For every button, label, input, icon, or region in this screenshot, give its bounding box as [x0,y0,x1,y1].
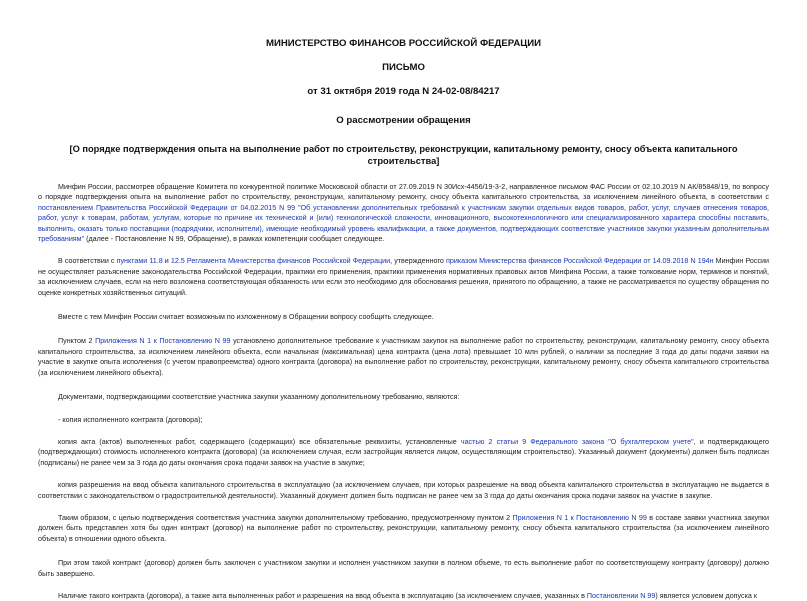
paragraph-text: Пунктом 2 [58,337,96,346]
document-subject: О рассмотрении обращения [336,115,471,126]
paragraph-text: и [162,257,171,266]
paragraph-6: - копия исполненного контракта (договора); [58,415,203,424]
document-topic: [О порядке подтверждения опыта на выполнение работ по строительству, реконструкции, капитальному ремонту, сносу объекта капитального строительства] [69,144,738,166]
paragraph-text: В соответствии с [58,257,117,266]
paragraph-text: копия акта (актов) выполненных работ, содержащего (содержащих) все обязательные реквизиты, установленные [58,437,461,446]
paragraph-2 [38,256,769,298]
paragraph-text: Таким образом, с целью подтверждения соответствия участника закупки дополнительному требованию, предусмотренному пунктом 2 [58,513,513,522]
paragraph-1 [38,182,769,244]
link-zakon-buhuchet[interactable]: частью 2 статьи 9 Федерального закона "О бухгалтерском учете" [460,437,694,446]
paragraph-9 [38,513,769,544]
paragraph-text: , и подтверждающего (подтверждающих) стоимость исполненного контракта (договора) (за исключением случая, если застройщик является лицом, осуществляющим строительство). Указанный документ (документы) должен быть подписан (подписаны) не ранее чем за 3 года до даты окончания срока подачи заявок на участие в закупке; [38,437,769,467]
paragraph-4 [38,336,769,378]
paragraph-11 [38,591,769,601]
link-postanovlenie-99[interactable]: постановлением Правительства Российской Федерации от 04.02.2015 N 99 "Об установлении дополнительных требований к участникам закупки отдельных видов товаров, работ, услуг, случаев отнесения товаров, работ, услуг к товарам, работам, услугам, которые по причине их технической и (или) технологической сложности, инновационного, высокотехнологичного или специализированного характера способны поставить, выполнить, оказать только поставщики (подрядчики, исполнители), имеющие необходимый уровень квалификации, а также документов, подтверждающих соответствие участников закупки указанным дополнительным требованиям" [38,203,769,244]
paragraph-text: в составе заявки участника закупки должен быть представлен хотя бы один контракт (договор) на выполнение работ по строительству, реконструкции, капитальному ремонту, сносу объекта капитального строительства (за исключением линейного объекта) в отношении одного объекта. [38,513,769,543]
paragraph-3: Вместе с тем Минфин России считает возможным по изложенному в Обращении вопросу сообщить следующее. [58,313,434,322]
link-prikaz-194n[interactable]: приказом Министерства финансов Российской Федерации от 14.09.2018 N 194н [446,257,714,266]
paragraph-text: ) является условием допуска к [655,591,757,600]
paragraph-text: Наличие такого контракта (договора), а также акта выполненных работ и разрешения на ввод объекта в эксплуатацию (за исключением случаев, указанных в [58,591,587,600]
paragraph-7 [38,437,769,468]
paragraph-text: (далее - Постановление N 99, Обращение), в рамках компетенции сообщает следующее. [84,235,385,244]
ministry-name: МИНИСТЕРСТВО ФИНАНСОВ РОССИЙСКОЙ ФЕДЕРАЦИИ [265,38,542,49]
paragraph-8: копия разрешения на ввод объекта капитального строительства в эксплуатацию (за исключением случаев, при которых разрешение на ввод объекта капитального строительства в эксплуатацию не выдается в соответствии с законодательством о градостроительной деятельности). Указанный документ должен быть подписан не ранее чем за 3 года до даты окончания срока подачи заявок на участие в закупке. [38,481,769,500]
link-reglament-12-5[interactable]: 12.5 Регламента Министерства финансов Российской Федерации [170,257,391,266]
paragraph-text: установлено дополнительное требование к участникам закупок на выполнение работ по строительству, реконструкции, капитальному ремонту, сносу объекта капитального строительства, за исключением линейного объекта, если начальная (максимальная) цена контракта (цена лота) превышает 10 млн рублей, о наличии за последние 3 года до даты подачи заявки на участие в закупке опыта исполнения (с учетом правопреемства) одного контракта (договора) на выполнение работ по строительству, реконструкции, капитальному ремонту, сносу объекта капитального строительства (за исключением линейного объекта). [38,337,769,377]
paragraph-text: Минфин России не осуществляет разъяснение законодательства Российской Федерации, практики его применения, практики применения нормативных правовых актов Минфина России, а также толкование норм, терминов и понятий, за исключением случаев, если на него возложена соответствующая обязанность или если это необходимо для обоснования решения, принятого по обращению, а также не рассматривается по существу обращения по оценке конкретных хозяйственных ситуаций. [38,257,769,297]
link-prilozhenie-1[interactable]: Приложения N 1 к Постановлению N 99 [512,513,647,522]
link-punkt-11-8[interactable]: пунктами 11.8 [116,257,163,266]
paragraph-text: Минфин России, рассмотрев обращение Комитета по конкурентной политике Московской области от 27.09.2019 N 30Исх-4456/19-3-2, направленное письмом ФАС России от 02.10.2019 N АК/85848/19, по вопросу о порядке подтверждения опыта на выполнение работ по строительству, реконструкции, капитальному ремонту, сносу объекта капитального строительства, за исключением линейного объекта, в соответствии с [38,183,769,202]
paragraph-10: При этом такой контракт (договор) должен быть заключен с участником закупки и исполнен участником закупки в полном объеме, то есть выполнение работ по соответствующему контракту (договору) должно быть завершено. [38,559,769,578]
paragraph-5: Документами, подтверждающими соответствие участника закупки указанному дополнительному требованию, являются: [58,393,460,402]
paragraph-text: , утвержденного [390,257,447,266]
document-date-number: от 31 октября 2019 года N 24-02-08/84217 [307,86,500,97]
document-type: ПИСЬМО [382,62,425,73]
link-prilozhenie-1[interactable]: Приложения N 1 к Постановлению N 99 [95,337,231,346]
link-postanovlenie-99-short[interactable]: Постановлении N 99 [586,591,656,600]
